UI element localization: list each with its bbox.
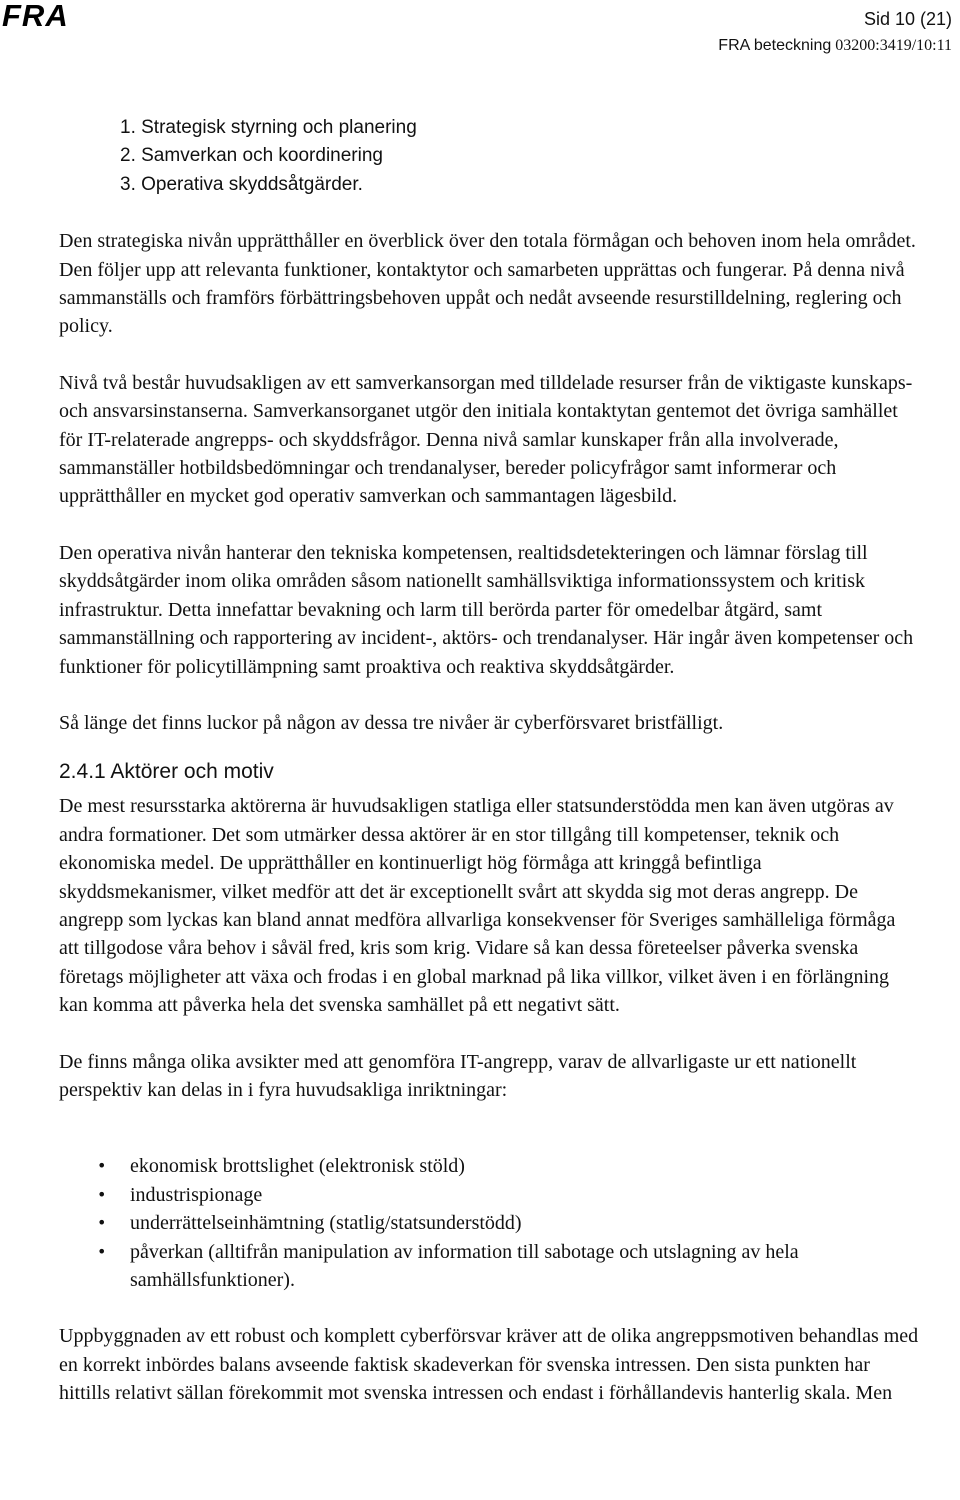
- paragraph-actors: De mest resursstarka aktörerna är huvudsakligen statliga eller statsunderstödda men kan även utgöras av andra formationer. Det som utmärker dessa aktörer är en stor tillgång till kompetenser, teknik och ekonomiska medel. De upprätthåller en kontinuerligt hög förmåga att kringgå befintliga skyddsmekanismer, vilket medför att det är exceptionellt svårt att skydda sig mot deras angrepp. De angrepp som lyckas kan bland annat medföra allvarliga konsekvenser för Sveriges samhälleliga förmåga att tillgodose våra behov i såväl fred, kris som krig. Vidare så kan dessa företeelser påverka svenska företags möjligheter att växa och frodas i en global marknad på lika villkor, vilket även i en förlängning kan komma att påverka hela det svenska samhället på ett negativt sätt.: [59, 795, 896, 1017]
- bullet-text: påverkan (alltifrån manipulation av information till sabotage och utslagning av hela samhällsfunktioner).: [130, 1240, 799, 1291]
- reference-label: FRA beteckning: [718, 37, 832, 54]
- paragraph-level-two: Nivå två består huvudsakligen av ett samverkansorgan med tilldelade resurser från de viktigaste kunskaps- och ansvarsinstanserna. Samverkansorganet utgör den initiala kontaktytan gentemot det övriga samhället för IT-relaterade angrepps- och skyddsfrågor. Denna nivå samlar kunskaper från alla involverade, sammanställer hotbildsbedömningar och trendanalyser, bereder policyfrågor samt informerar och upprätthåller en mycket god operativ samverkan och sammantagen lägesbild.: [59, 371, 913, 508]
- numbered-list: [59, 114, 919, 199]
- paragraph-robust-defence: Uppbyggnaden av ett robust och komplett cyberförsvar kräver att de olika angreppsmotiven behandlas med en korrekt inbördes balans avseende faktisk skadeverkan för svenska intressen. Den sista punkten har hittills relativt sällan förekommit mot svenska intressen och endast i förhållandevis hanterlig skala. Men: [59, 1325, 919, 1405]
- paragraph-strategic-level: Den strategiska nivån upprätthåller en överblick över den totala förmågan och behoven inom hela området. Den följer upp att relevanta funktioner, kontaktytor och samarbeten upprättas och fungerar. På denna nivå sammanställs och framförs förbättringsbehoven uppåt och nedåt avseende resurstilldelning, reglering och policy.: [59, 230, 916, 338]
- bullet-text: ekonomisk brottslighet (elektronisk stöld): [130, 1155, 465, 1178]
- reference-number: 03200:3419/10:11: [835, 37, 952, 54]
- bullet-icon: •: [97, 1213, 107, 1233]
- bullet-icon: •: [97, 1241, 107, 1261]
- paragraph-intentions: De finns många olika avsikter med att genomföra IT-angrepp, varav de allvarligaste ur ett nationellt perspektiv kan delas in i fyra huvudsakliga inriktningar:: [59, 1050, 857, 1101]
- bullet-item: [59, 1238, 919, 1295]
- document-reference: [718, 36, 952, 56]
- bullet-item: [59, 1152, 919, 1180]
- list-item: 3. Operativa skyddsåtgärder.: [120, 173, 363, 195]
- list-item: 2. Samverkan och koordinering: [120, 145, 383, 167]
- bullet-icon: •: [97, 1156, 107, 1176]
- fra-logo: FRA: [2, 0, 69, 33]
- bullet-list: [59, 1152, 919, 1294]
- bullet-item: [59, 1181, 919, 1209]
- bullet-text: underrättelseinhämtning (statlig/statsunderstödd): [130, 1212, 522, 1235]
- section-heading: 2.4.1 Aktörer och motiv: [59, 760, 274, 784]
- bullet-icon: •: [97, 1184, 107, 1204]
- paragraph-summary: Så länge det finns luckor på någon av dessa tre nivåer är cyberförsvaret bristfälligt.: [59, 711, 724, 734]
- list-item: 1. Strategisk styrning och planering: [120, 117, 417, 138]
- paragraph-operative-level: Den operativa nivån hanterar den tekniska kompetensen, realtidsdetekteringen och lämnar förslag till skyddsåtgärder inom olika områden såsom nationellt samhällsviktiga informationssystem och kritisk infrastruktur. Detta innefattar bevakning och larm till berörda parter för omedelbar åtgärd, samt sammanställning och rapportering av incident-, aktörs- och trendanalyser. Här ingår även kompetenser och funktioner för policytillämpning samt proaktiva och reaktiva skyddsåtgärder.: [59, 541, 914, 678]
- bullet-item: [59, 1209, 919, 1237]
- document-body: [59, 114, 919, 1408]
- page-number: Sid 10 (21): [863, 9, 952, 29]
- bullet-text: industrispionage: [130, 1183, 263, 1206]
